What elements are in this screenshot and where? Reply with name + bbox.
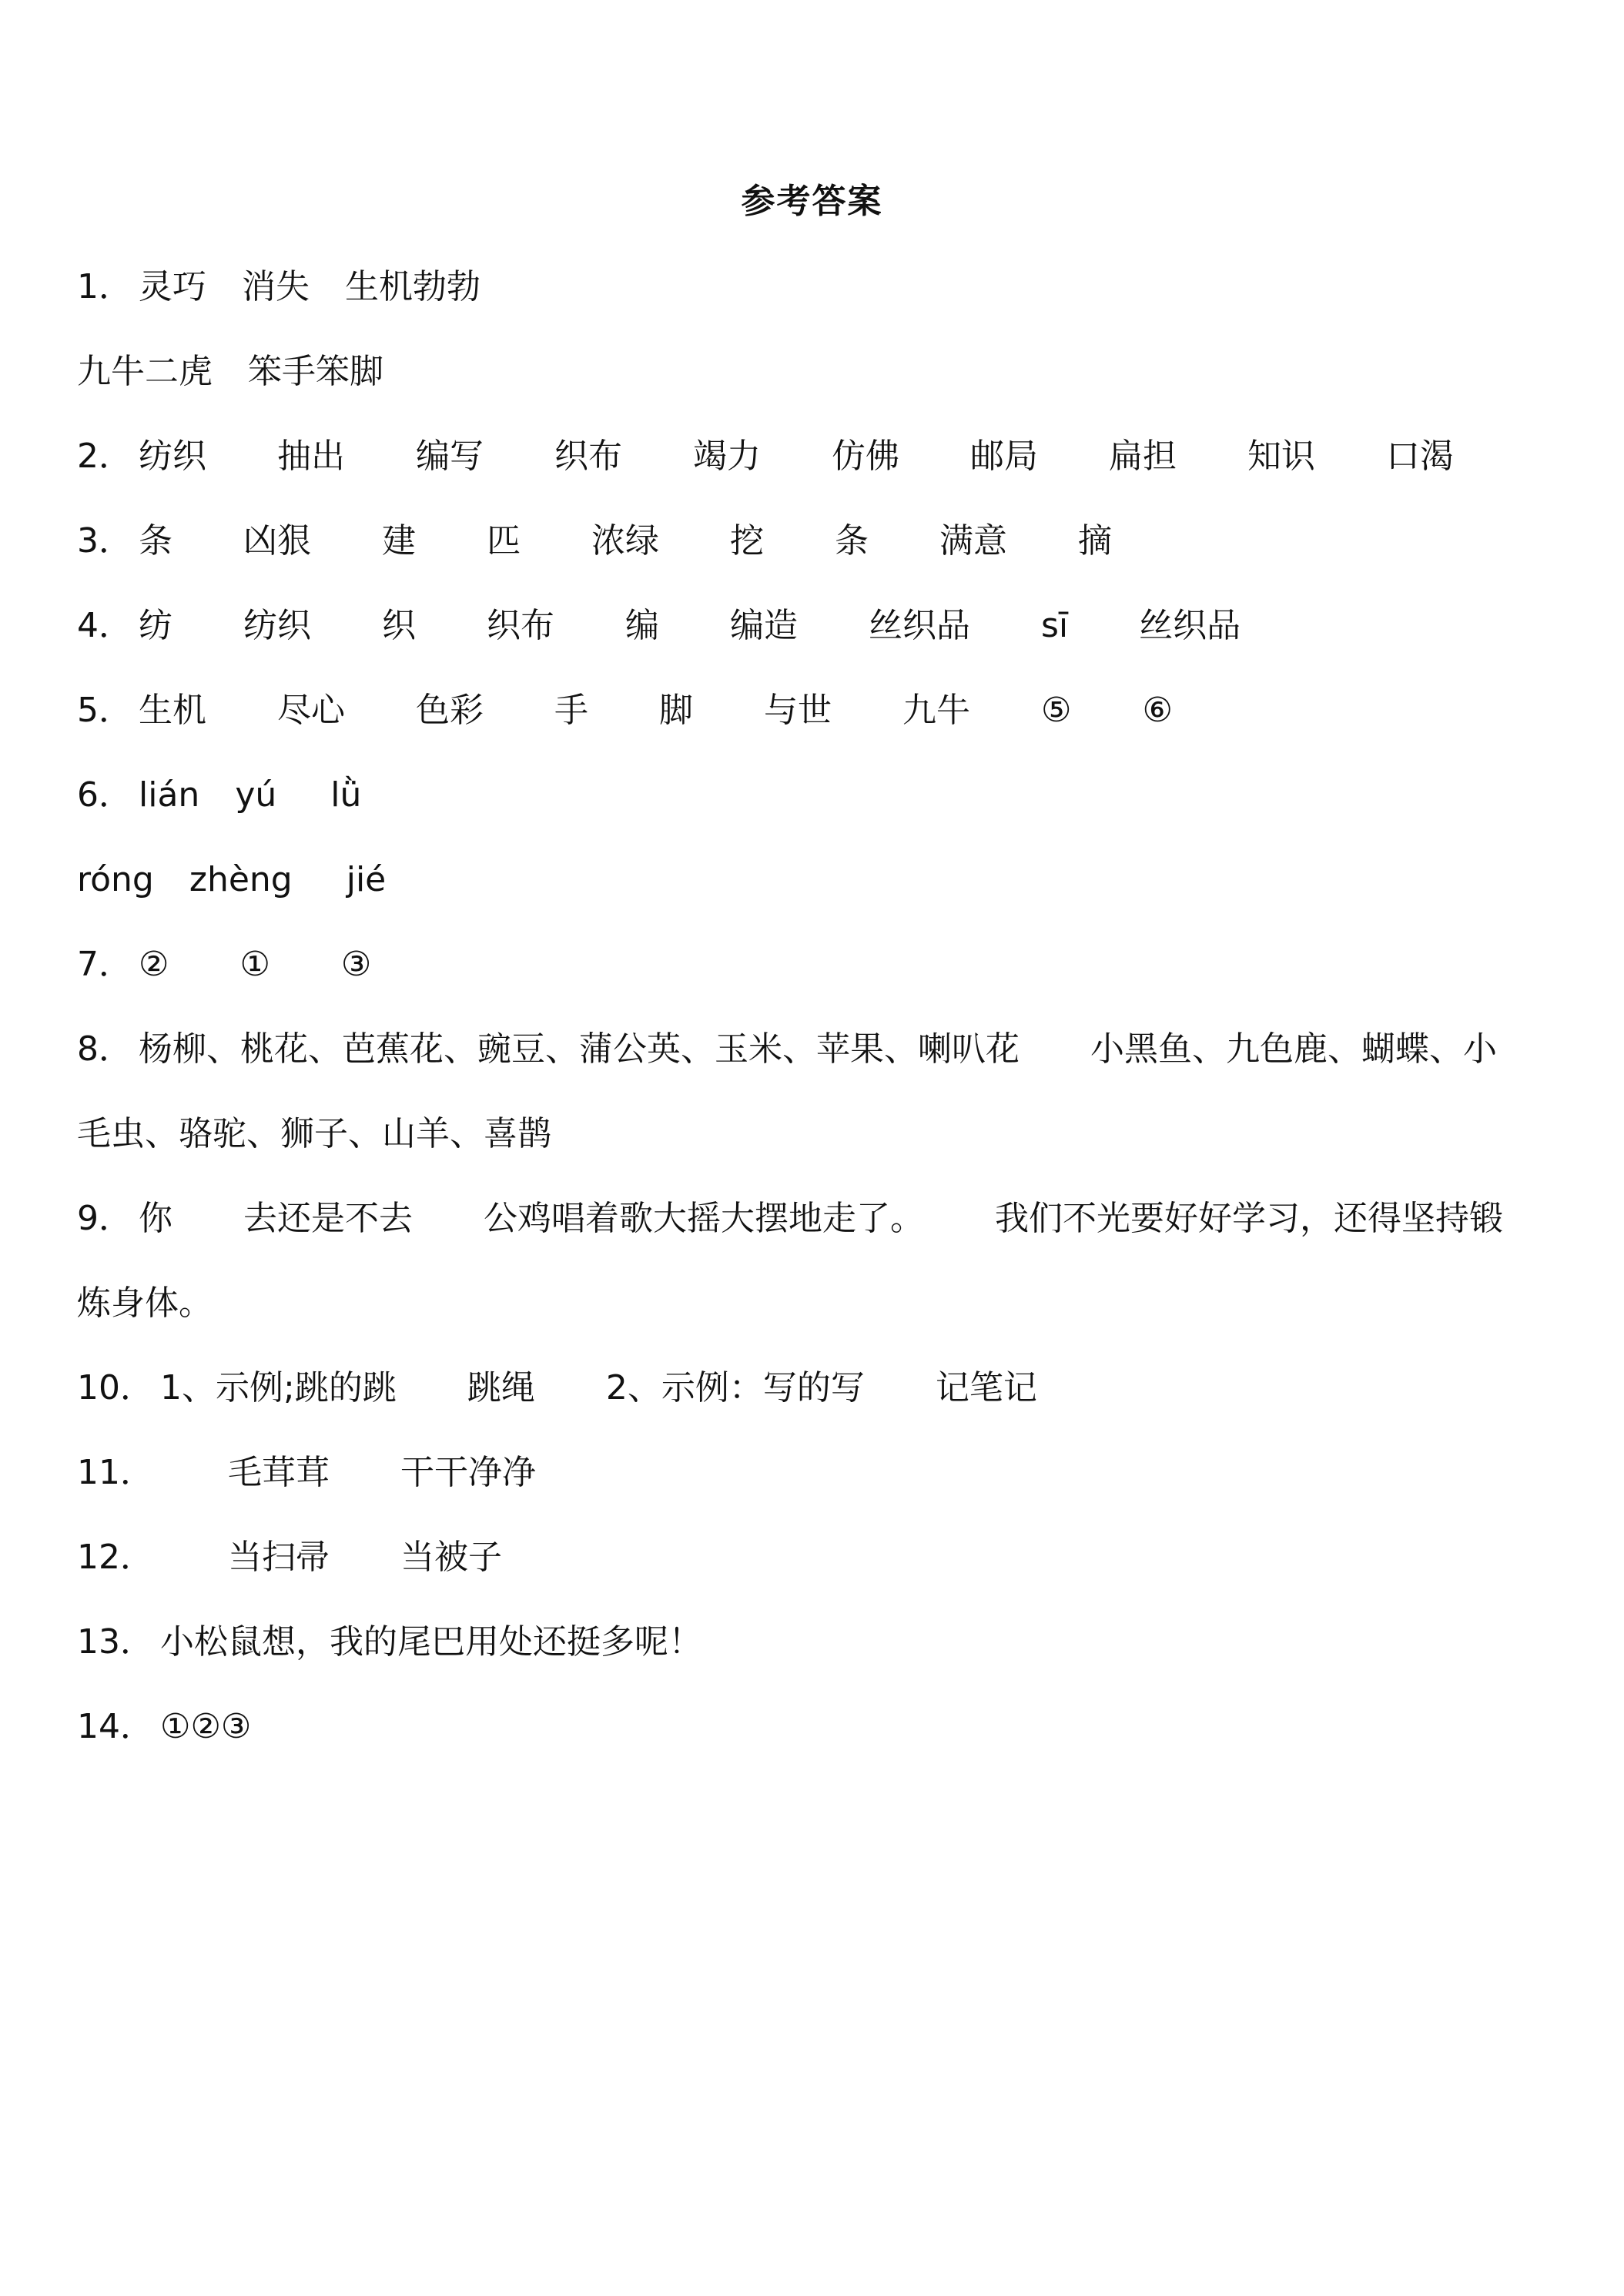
item-number: 14． [77,1707,154,1746]
answer-line-7 [77,942,371,988]
answer-line-11 [77,1450,536,1496]
answer-segment: 纺织 [139,437,206,476]
answer-segment: 灵巧 [139,267,206,306]
page-title: 参考答案 [741,182,883,221]
answer-line-2 [77,433,1454,480]
answer-line-14 [77,1704,251,1750]
answer-segment: 笨手笨脚 [248,352,383,391]
answer-line-9-continued [77,1280,213,1327]
answer-line-3 [77,518,1112,564]
answer-segment: 当被子 [400,1538,502,1577]
answer-segment: 挖 [730,521,764,561]
answer-segment: 生机勃勃 [345,267,481,306]
answer-line-12 [77,1535,502,1581]
answer-segment: 九牛 [902,691,970,730]
answer-segment: 摘 [1078,521,1112,561]
answer-segment: 织 [382,606,416,645]
answer-segment: ⑤ [1041,691,1072,730]
answer-segment: 竭力 [693,437,761,476]
answer-segment: 抽出 [277,437,345,476]
answer-segment: 与世 [764,691,832,730]
answer-segment: 记笔记 [935,1368,1037,1407]
answer-segment: lǜ [330,775,362,815]
answer-line-1 [77,264,481,310]
answer-segment: 编写 [416,437,484,476]
answer-segment: 当扫帚 [228,1538,330,1577]
item-number: 11． [77,1453,154,1492]
item-number: 1． [77,267,132,306]
answer-segment: 扁担 [1109,437,1177,476]
answer-segment: 跳绳 [467,1368,535,1407]
answer-segment: 口渴 [1386,437,1454,476]
answer-segment: 浓绿 [591,521,659,561]
answer-segment: 2、示例：写的写 [605,1368,865,1407]
answer-line-10 [77,1365,1037,1411]
answer-segment: 毛虫、骆驼、狮子、山羊、喜鹊 [77,1114,551,1153]
item-number: 2． [77,437,132,476]
answer-segment: 纺织 [243,606,311,645]
answer-segment: 邮局 [970,437,1038,476]
answer-segment: 丝织品 [1139,606,1241,645]
answer-line-8-continued [77,1111,551,1157]
answer-segment: ① [239,945,270,984]
answer-segment: 尽心 [277,691,345,730]
answer-line-6 [77,772,361,818]
answer-segment: ①②③ [160,1707,252,1746]
answer-segment: 手 [554,691,588,730]
answer-segment: 脚 [659,691,693,730]
answer-segment: 公鸡唱着歌大摇大摆地走了。 [484,1199,924,1238]
answer-line-9 [77,1196,1503,1242]
answer-segment: 编 [625,606,659,645]
answer-segment: 生机 [139,691,206,730]
answer-segment: 我们不光要好好学习，还得坚持锻 [995,1199,1503,1238]
item-number: 10． [77,1368,154,1407]
answer-segment: 你 [139,1199,172,1238]
answer-segment: 满意 [939,521,1007,561]
answer-segment: 1、示例;跳的跳 [160,1368,397,1407]
answer-segment: sī [1041,606,1069,645]
answer-segment: 织布 [554,437,622,476]
answer-line-13 [77,1619,702,1665]
item-number: 12． [77,1538,154,1577]
answer-segment: 炼身体。 [77,1284,213,1323]
item-number: 13． [77,1622,154,1662]
answer-line-4 [77,603,1241,649]
answer-segment: 凶狠 [243,521,311,561]
answer-segment: ③ [340,945,372,984]
answer-line-1-continued [77,349,383,395]
answer-segment: 条 [835,521,869,561]
answer-line-5 [77,688,1173,734]
item-number: 3． [77,521,132,561]
answer-segment: róng [77,860,154,899]
answer-segment: 毛茸茸 [228,1453,330,1492]
item-number: 4． [77,606,132,645]
answer-line-6-continued [77,857,386,903]
answer-segment: yú [235,775,277,815]
answer-segment: 消失 [242,267,310,306]
answer-segment: 小松鼠想，我的尾巴用处还挺多呢！ [160,1622,702,1662]
answer-segment: 九牛二虎 [77,352,213,391]
item-number: 9． [77,1199,132,1238]
answer-segment: 知识 [1247,437,1315,476]
answer-segment: 纺 [139,606,172,645]
answer-segment: 干干净净 [400,1453,536,1492]
answer-segment: 条 [139,521,172,561]
answer-segment: zhèng [189,860,293,899]
answer-segment: 小黑鱼、九色鹿、蝴蝶、小 [1090,1029,1497,1069]
answer-segment: jié [346,860,387,899]
item-number: 5． [77,691,132,730]
item-number: 8． [77,1029,132,1069]
answer-segment: 丝织品 [869,606,970,645]
item-number: 6． [77,775,132,815]
answer-segment: lián [139,775,200,815]
answer-segment: 匹 [487,521,521,561]
answer-segment: 去还是不去 [243,1199,413,1238]
answer-segment: 编造 [730,606,798,645]
answer-line-8 [77,1026,1497,1073]
answer-segment: 仿佛 [832,437,899,476]
answer-segment: 色彩 [416,691,484,730]
answer-segment: 建 [382,521,416,561]
answer-segment: 杨柳、桃花、芭蕉花、豌豆、蒲公英、玉米、苹果、喇叭花 [139,1029,1020,1069]
answer-segment: ⑥ [1142,691,1173,730]
answer-segment: ② [139,945,169,984]
answer-segment: 织布 [487,606,554,645]
item-number: 7． [77,945,132,984]
